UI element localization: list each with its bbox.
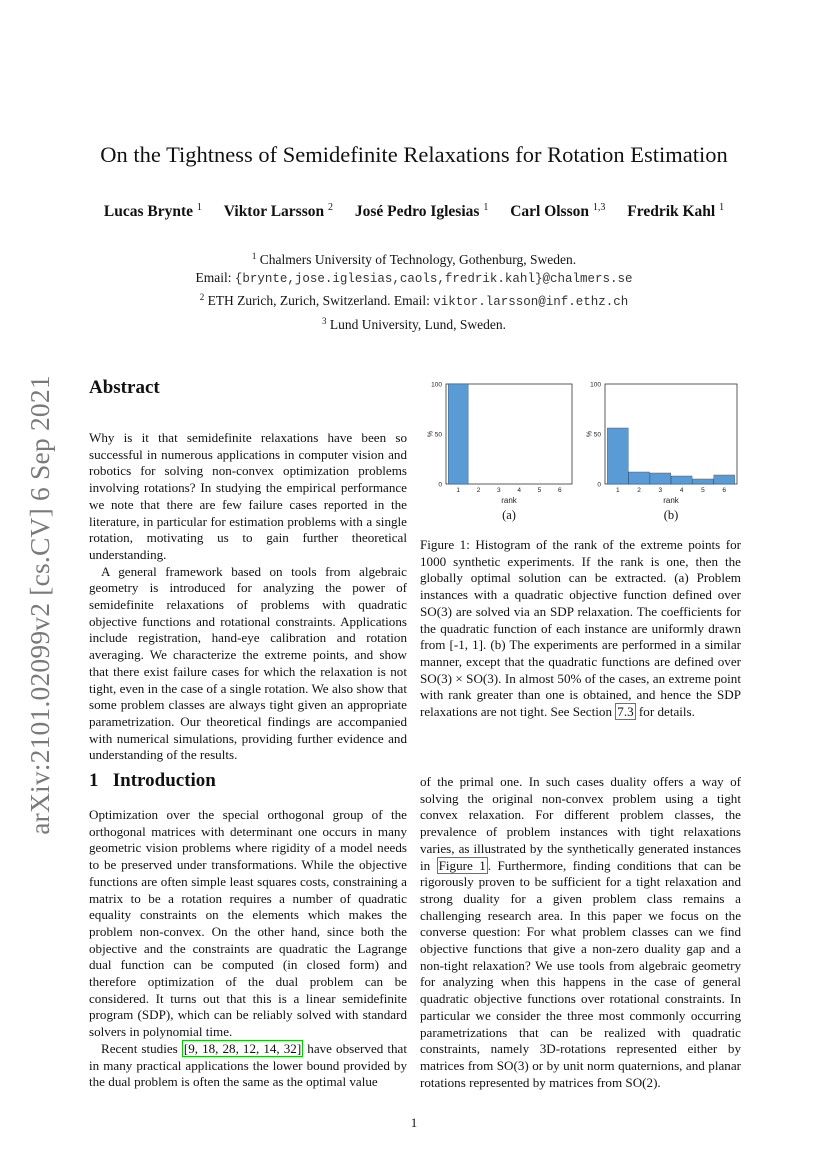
x-tick-label: 2 xyxy=(476,487,481,494)
x-tick-label: 4 xyxy=(517,487,521,494)
histogram-bar xyxy=(650,473,671,484)
histogram-bar xyxy=(671,476,692,484)
abstract-paragraph: A general framework based on tools from algebraic geometry is introduced for analyzing the power of semidefinite relaxations of problems with quadratic objective functions and rotational constraints. Applications include registration, hand-eye calibration and rotation averaging. We characterize the extreme points, and show that there exist failure cases for which the relaxation is not tight, even in the case of a single rotation. We also show that some problem classes are always tight given an appropriate parametrization. Our theoretical findings are accompanied with numerical simulations, providing further evidence and understanding of the results. xyxy=(89,563,407,763)
author: Viktor Larsson $^2$ xyxy=(223,202,333,220)
x-axis-label: rank xyxy=(501,496,517,505)
y-tick-label: 50 xyxy=(593,431,601,439)
y-axis-label: % xyxy=(427,430,435,438)
paper-title: On the Tightness of Semidefinite Relaxations for Rotation Estimation xyxy=(100,142,728,167)
author: Fredrik Kahl $^1$ xyxy=(627,202,725,220)
y-tick-label: 50 xyxy=(434,431,442,439)
abstract-paragraph: Why is it that semidefinite relaxations have been so successful in numerous applications in computer vision and robotics for solving non-convex optimization problems involving rotations? In studying the empirical performance we note that there are few failure cases reported in the literature, in particular for estimation problems with a single rotation, motivating us to gain further theoretical understanding. xyxy=(89,430,407,562)
x-tick-label: 4 xyxy=(679,487,684,494)
x-axis-label: rank xyxy=(663,496,679,505)
section-heading: 1 Introduction xyxy=(89,770,216,791)
figure-caption: Figure 1: Histogram of the rank of the extreme points for 1000 synthetic experiments. If the rank is one, then the globally optimal solution can be extracted. (a) Problem instances with a quadratic objective function defined over SO(3) are solved via an SDP relaxation. The coefficients for the quadratic function of each instance are uniformly drawn from [-1, 1]. (b) The experiments are performed in a similar manner, except that the quadratic functions are defined over SO(3) × SO(3). In almost 50% of the cases, an extreme point with rank greater than one is obtained, and hence the SDP relaxations are not tight. See Section 7.3 for details. xyxy=(420,537,741,720)
affiliation-1: $^1$ Chalmers University of Technology, Gothenburg, Sweden. xyxy=(251,251,577,267)
citation-link[interactable]: [9, 18, 28, 12, 14, 32] xyxy=(183,1040,302,1056)
intro-paragraph: Recent studies [9, 18, 28, 12, 14, 32] have observed that in many practical applications the lower bound provided by the dual problem is often the same as the optimal value xyxy=(89,1040,407,1090)
intro-paragraph: Optimization over the special orthogonal group of the orthogonal matrices with determinant one occurs in many geometric vision problems where rigidity of a model needs to be preserved under transformations. While the objective functions are often simple least squares costs, constraining a matrix to be a rotation requires a number of quadratic equality constraints on the elements which makes the problem non-convex. On the other hand, since both the objective and the constraints are quadratic the Lagrange dual function can be computed (in closed form) and therefore optimization of the dual problem can be considered. It turns out that this is a linear semidefinite program (SDP), which can be reliably solved with standard solvers in polynomial time. xyxy=(89,807,407,1040)
figure-link[interactable]: Figure 1 xyxy=(438,857,486,873)
y-tick-label: 0 xyxy=(438,481,442,489)
histogram-figure xyxy=(420,376,742,526)
histogram-bar xyxy=(448,384,468,484)
page-number: 1 xyxy=(410,1115,418,1130)
x-tick-label: 3 xyxy=(497,487,501,494)
intro-paragraph: of the primal one. In such cases duality offers a way of solving the original non-convex problem using a tight convex relaxation. For different problem classes, the prevalence of problem instances with tight relaxations varies, as illustrated by the synthetically generated instances in Figure 1 . Furthermore, finding conditions that can be rigorously proven to be sufficient for a tight relaxation and strong duality for a given problem class remains a challenging research area. In this paper we focus on the converse question: For what problem classes can we find objective functions that give a non-zero duality gap and a non-tight relaxation? We use tools from algebraic geometry for analyzing when this happens in the case of general quadratic objective functions over rotational constraints. In particular we consider the three most commonly occurring parametrizations that can be realized with quadratic constraints, namely 3D-rotations represented either by matrices from SO(3) or by unit norm quaternions, and planar rotations represented by matrices from SO(2). xyxy=(420,774,741,1090)
subfigure-label: (a) xyxy=(502,508,516,522)
histogram-bar xyxy=(693,479,714,484)
arxiv-stamp xyxy=(20,370,60,840)
histogram-bar xyxy=(607,428,628,484)
histogram-bar xyxy=(629,472,650,484)
subfigure-label: (b) xyxy=(663,508,679,522)
author: José Pedro Iglesias $^1$ xyxy=(354,202,489,220)
y-tick-label: 100 xyxy=(431,381,442,389)
x-tick-label: 2 xyxy=(637,487,641,494)
y-axis-label: % xyxy=(586,430,594,438)
y-tick-label: 0 xyxy=(597,481,601,489)
x-tick-label: 5 xyxy=(701,487,705,494)
x-tick-label: 6 xyxy=(557,487,562,494)
x-tick-label: 6 xyxy=(722,487,727,494)
x-tick-label: 1 xyxy=(456,487,461,494)
intro-right-column xyxy=(420,774,741,1091)
intro-left-column xyxy=(89,807,407,1091)
author-list xyxy=(0,202,828,221)
affiliation-2: $^2$ ETH Zurich, Zurich, Switzerland. Email: viktor.larsson@inf.ethz.ch xyxy=(199,292,629,309)
abstract-heading: Abstract xyxy=(89,377,160,398)
arxiv-id: arXiv:2101.02099v2 [cs.CV] 6 Sep 2021 xyxy=(24,375,55,835)
x-tick-label: 1 xyxy=(615,487,620,494)
author: Carl Olsson $^{1,3}$ xyxy=(510,202,606,220)
section-link[interactable]: 7.3 xyxy=(617,704,634,720)
y-tick-label: 100 xyxy=(590,381,601,389)
x-tick-label: 5 xyxy=(537,487,542,494)
histogram-bar xyxy=(714,475,735,484)
affiliation-1-email: Email: {brynte,jose.iglesias,caols,fredrik.kahl}@chalmers.se xyxy=(195,270,633,286)
x-tick-label: 3 xyxy=(658,487,663,494)
author: Lucas Brynte $^1$ xyxy=(103,202,202,220)
abstract-body xyxy=(89,430,407,764)
email-link[interactable]: viktor.larsson@inf.ethz.ch xyxy=(433,295,629,309)
affiliation-3: $^3$ Lund University, Lund, Sweden. xyxy=(322,316,506,332)
email-link[interactable]: {brynte,jose.iglesias,caols,fredrik.kahl}@chalmers.se xyxy=(234,272,633,286)
